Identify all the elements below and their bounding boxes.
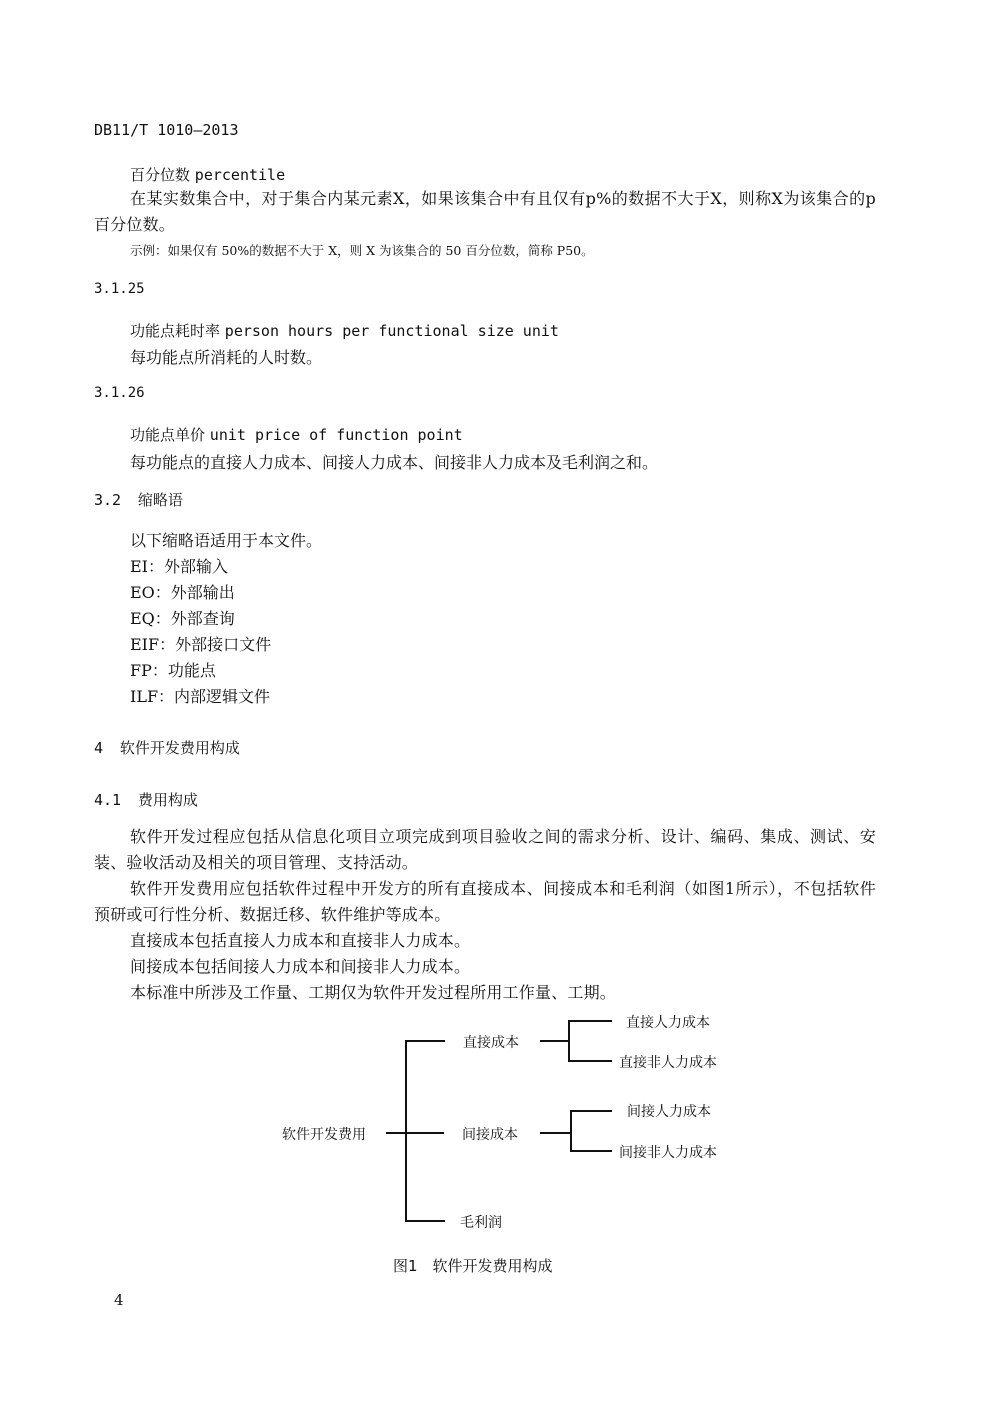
- term-title-cn: 百分位数: [130, 166, 191, 184]
- diagram-connector: [540, 1132, 570, 1134]
- diagram-node-root: 软件开发费用: [282, 1127, 366, 1143]
- diagram-node-direct: 直接成本: [463, 1035, 519, 1051]
- diagram-connector: [386, 1132, 444, 1134]
- term-title-en: person hours per functional size unit: [224, 322, 559, 340]
- term-title-cn: 功能点耗时率: [130, 322, 221, 340]
- section-4-heading: [94, 737, 240, 758]
- paragraph: 间接成本包括间接人力成本和间接非人力成本。: [130, 957, 471, 976]
- abbreviation-item: EO：外部输出: [130, 583, 235, 602]
- paragraph: 本标准中所涉及工作量、工期仅为软件开发过程所用工作量、工期。: [130, 983, 617, 1002]
- diagram-connector: [570, 1150, 612, 1152]
- term-number: 3.1.25: [94, 281, 145, 297]
- abbreviation-item: ILF：内部逻辑文件: [130, 687, 271, 706]
- section-3-2-heading: [94, 489, 183, 510]
- section-title: 费用构成: [137, 791, 198, 809]
- section-title: 软件开发费用构成: [119, 739, 240, 757]
- term-percentile-definition: 在某实数集合中，对于集合内某元素X，如果该集合中有且仅有p%的数据不大于X，则称X为该集合的p百分位数。: [94, 189, 876, 234]
- diagram-connector: [568, 1060, 612, 1062]
- paragraph: 直接成本包括直接人力成本和直接非人力成本。: [130, 931, 471, 950]
- diagram-node-indirect-nonlabor: 间接非人力成本: [619, 1145, 717, 1161]
- term-3-1-25-title: [130, 320, 559, 341]
- page-number: 4: [114, 1291, 124, 1309]
- section-number: 4: [94, 739, 104, 757]
- section-number: 4.1: [94, 791, 122, 809]
- term-title-en: unit price of function point: [209, 426, 463, 444]
- term-number: 3.1.26: [94, 385, 145, 401]
- diagram-node-indirect-labor: 间接人力成本: [627, 1104, 711, 1120]
- diagram-connector: [540, 1040, 568, 1042]
- diagram-connector: [568, 1020, 570, 1061]
- diagram-node-indirect: 间接成本: [462, 1127, 518, 1143]
- term-3-1-26-title: [130, 424, 463, 445]
- abbreviation-item: EIF：外部接口文件: [130, 635, 272, 654]
- diagram-connector: [405, 1040, 407, 1221]
- diagram-connector: [570, 1110, 572, 1151]
- abbreviations-intro: 以下缩略语适用于本文件。: [130, 531, 323, 550]
- term-3-1-26-definition: 每功能点的直接人力成本、间接人力成本、间接非人力成本及毛利润之和。: [130, 453, 659, 472]
- section-4-1-heading: [94, 789, 198, 810]
- term-3-1-25-definition: 每功能点所消耗的人时数。: [130, 348, 323, 367]
- section-title: 缩略语: [137, 491, 183, 509]
- section-number: 3.2: [94, 491, 122, 509]
- diagram-node-direct-nonlabor: 直接非人力成本: [619, 1055, 717, 1071]
- abbreviation-item: FP：功能点: [130, 661, 216, 680]
- abbreviation-item: EQ：外部查询: [130, 609, 235, 628]
- diagram-connector: [568, 1020, 612, 1022]
- term-percentile-title: [130, 164, 285, 185]
- diagram-node-profit: 毛利润: [460, 1215, 502, 1231]
- document-id: DB11/T 1010—2013: [94, 121, 239, 139]
- diagram-connector: [405, 1220, 445, 1222]
- paragraph: 软件开发费用应包括软件过程中开发方的所有直接成本、间接成本和毛利润（如图1所示），不包括软件预研或可行性分析、数据迁移、软件维护等成本。: [94, 879, 876, 924]
- term-title-en: percentile: [194, 166, 286, 184]
- abbreviation-item: EI：外部输入: [130, 557, 229, 576]
- diagram-connector: [570, 1110, 612, 1112]
- paragraph: 软件开发过程应包括从信息化项目立项完成到项目验收之间的需求分析、设计、编码、集成、测试、安装、验收活动及相关的项目管理、支持活动。: [94, 827, 876, 872]
- diagram-node-direct-labor: 直接人力成本: [626, 1015, 710, 1031]
- diagram-connector: [405, 1040, 445, 1042]
- term-title-cn: 功能点单价: [130, 426, 206, 444]
- figure-caption: 图1 软件开发费用构成: [393, 1257, 553, 1275]
- term-percentile-example: 示例：如果仅有 50%的数据不大于 X，则 X 为该集合的 50 百分位数，简称 P50。: [130, 243, 594, 258]
